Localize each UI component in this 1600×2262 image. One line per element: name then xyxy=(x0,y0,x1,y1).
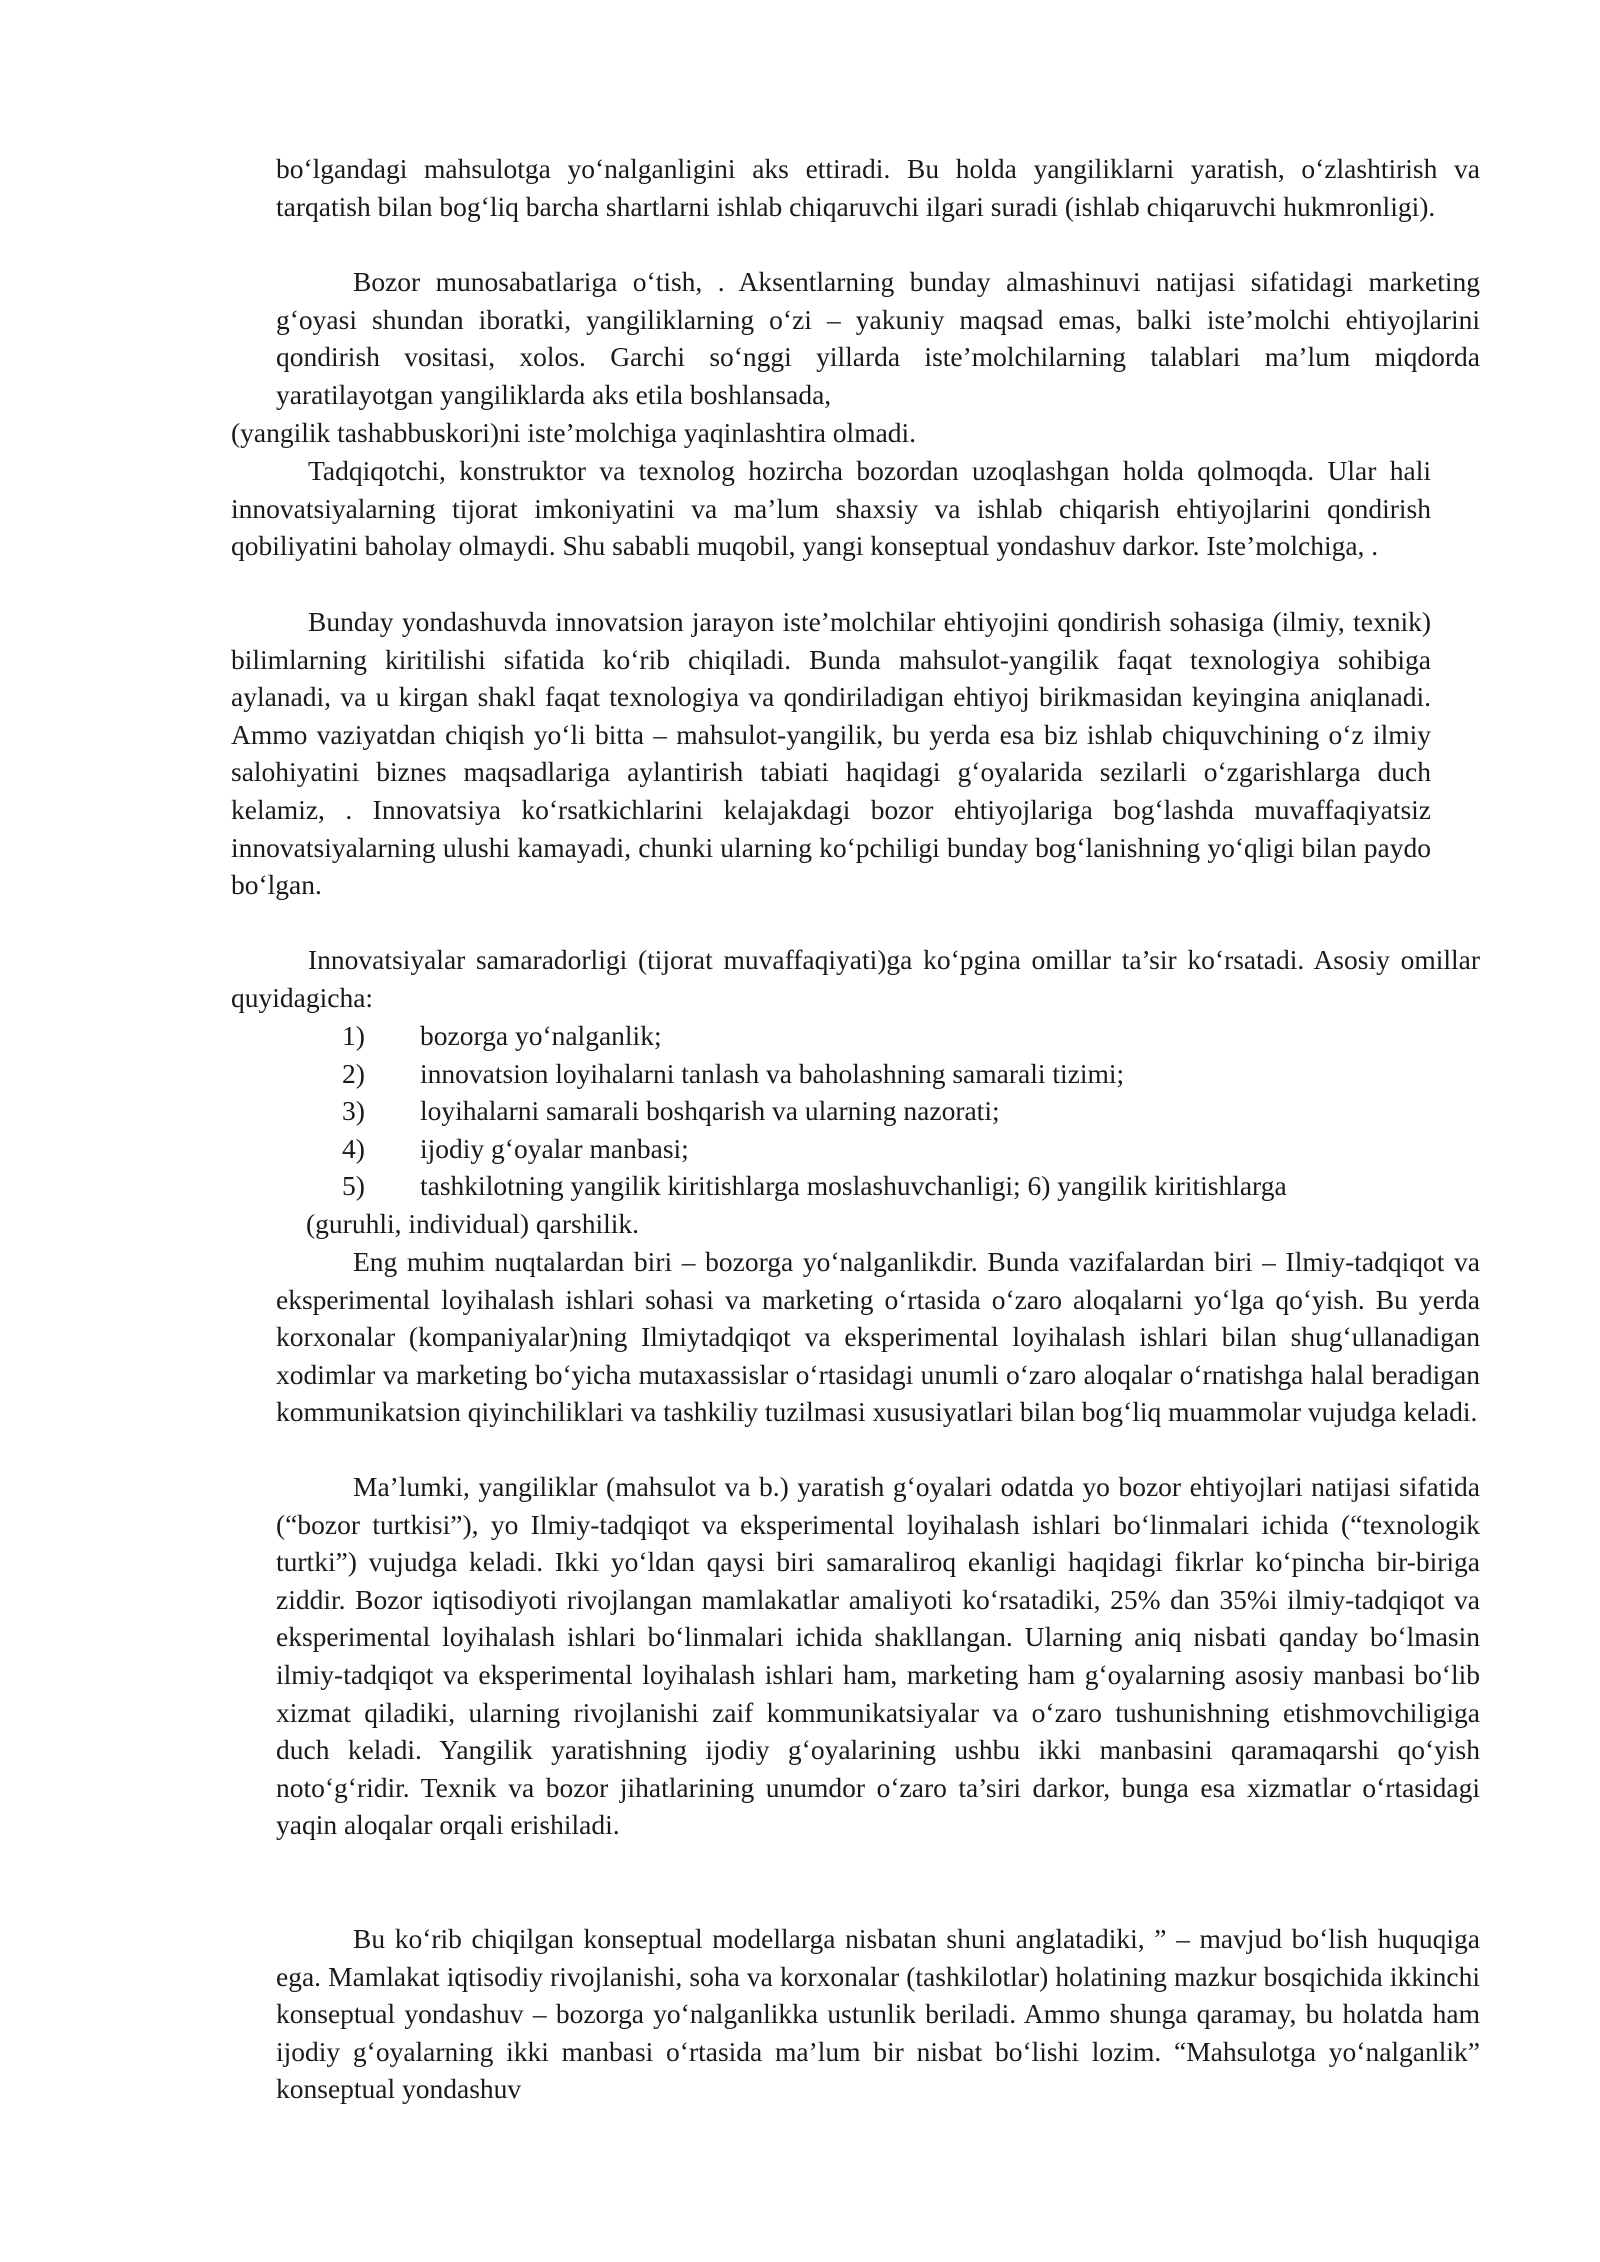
list-item xyxy=(342,1017,1480,1055)
paragraph-researcher: Tadqiqotchi, konstruktor va texnolog hozircha bozordan uzoqlashgan holda qolmoqda. Ular hali innovatsiyalarning tijorat imkoniyatini va ma’lum shaxsiy va ishlab chiqarish ehtiyojlarini qondirish qobiliyatini baholay olmaydi. Shu sababli muqobil, yangi konseptual yondashuv darkor. Iste’molchiga, . xyxy=(231,455,1431,562)
list-item-text: innovatsion loyihalarni tanlash va baholashning samarali tizimi; xyxy=(420,1057,1125,1089)
list-item xyxy=(342,1130,1480,1168)
list-item-text: tashkilotning yangilik kiritishlarga moslashuvchanligi; 6) yangilik kiritishlarga xyxy=(420,1170,1287,1202)
paragraph-idea-sources: Ma’lumki, yangiliklar (mahsulot va b.) yaratish g‘oyalari odatda yo bozor ehtiyojlari natijasi sifatida (“bozor turtkisi”), yo Ilmiy-tadqiqot va eksperimental loyihalash ishlari bo‘linmalari ichida (“texnologik turtki”) vujudga keladi. Ikki yo‘ldan qaysi biri samaraliroq ekanligi haqidagi fikrlar ko‘pincha bir-biriga ziddir. Bozor iqtisodiyoti rivojlangan mamlakatlar amaliyoti ko‘rsatadiki, 25% dan 35%i ilmiy-tadqiqot va eksperimental loyihalash ishlari bo‘linmalari ichida shakllangan. Ularning aniq nisbati qanday bo‘lmasin ilmiy-tadqiqot va eksperimental loyihalash ishlari ham, marketing ham g‘oyalarning asosiy manbasi bo‘lib xizmat qiladiki, ularning rivojlanishi zaif kommunikatsiyalar va o‘zaro tushunishning etishmovchiligiga duch keladi. Yangilik yaratishning ijodiy g‘oyalarining ushbu ikki manbasini qaramaqarshi qo‘yish noto‘g‘ridir. Texnik va bozor jihatlarining unumdor o‘zaro ta’siri darkor, bunga esa xizmatlar o‘rtasidagi yaqin aloqalar orqali erishiladi. xyxy=(276,1471,1480,1841)
list-item-number: 3) xyxy=(342,1095,365,1127)
paragraph-initiator: (yangilik tashabbuskori)ni iste’molchiga yaqinlashtira olmadi. xyxy=(231,417,917,448)
list-item-text: ijodiy g‘oyalar manbasi; xyxy=(420,1132,689,1164)
list-item xyxy=(342,1092,1480,1130)
paragraph-approach: Bunday yondashuvda innovatsion jarayon iste’molchilar ehtiyojini qondirish sohasiga (ilmiy, texnik) bilimlarning kiritilishi sifatida ko‘rib chiqiladi. Bunda mahsulot-yangilik faqat texnologiya sohibiga aylanadi, va u kirgan shakl faqat texnologiya va qondiriladigan ehtiyoj birikmasidan keyingina aniqlanadi. Ammo vaziyatdan chiqish yo‘li bitta – mahsulot-yangilik, bu yerda esa biz ishlab chiquvchining o‘z ilmiy salohiyatini biznes maqsadlariga aylantirish tabiati haqidagi g‘oyalarida sezilarli o‘zgarishlarga duch kelamiz, . Innovatsiya ko‘rsatkichlarini kelajakdagi bozor ehtiyojlariga bog‘lashda muvaffaqiyatsiz innovatsiyalarning ulushi kamayadi, chunki ularning ko‘pchiligi bunday bog‘lanishning yo‘qligi bilan paydo bo‘lgan. xyxy=(231,606,1431,901)
list-item-number: 2) xyxy=(342,1057,365,1089)
list-item-continuation: (guruhli, individual) qarshilik. xyxy=(306,1208,640,1239)
factors-list xyxy=(342,1017,1480,1205)
paragraph-conceptual-models: Bu ko‘rib chiqilgan konseptual modellarga nisbatan shuni anglatadiki, ” – mavjud bo‘lish huquqiga ega. Mamlakat iqtisodiy rivojlanishi, soha va korxonalar (tashkilotlar) holatining mazkur bosqichida ikkinchi konseptual yondashuv – bozorga yo‘nalganlikka ustunlik beriladi. Ammo shunga qaramay, bu holatda ham ijodiy g‘oyalarning ikki manbasi o‘rtasida ma’lum bir nisbat bo‘lishi lozim. “Mahsulotga yo‘nalganlik” konseptual yondashuv xyxy=(276,1923,1480,2105)
list-item-text: loyihalarni samarali boshqarish va ularning nazorati; xyxy=(420,1095,1000,1127)
paragraph-market-orientation: Eng muhim nuqtalardan biri – bozorga yo‘nalganlikdir. Bunda vazifalardan biri – Ilmiy-tadqiqot va eksperimental loyihalash ishlari sohasi va marketing o‘rtasida o‘zaro aloqalarni yo‘lga qo‘yish. Bu yerda korxonalar (kompaniyalar)ning Ilmiytadqiqot va eksperimental loyihalash ishlari bilan shug‘ullanadigan xodimlar va marketing bo‘yicha mutaxassislar o‘rtasidagi unumli o‘zaro aloqalar o‘rnatishga halal beradigan kommunikatsion qiyinchiliklari va tashkiliy tuzilmasi xususiyatlari bilan bog‘liq muammolar vujudga keladi. xyxy=(276,1246,1480,1428)
paragraph-efficiency-factors: Innovatsiyalar samaradorligi (tijorat muvaffaqiyati)ga ko‘pgina omillar ta’sir ko‘rsatadi. Asosiy omillar quyidagicha: xyxy=(231,944,1480,1013)
list-item-number: 4) xyxy=(342,1132,365,1164)
paragraph-product-orientation: bo‘lgandagi mahsulotga yo‘nalganligini aks ettiradi. Bu holda yangiliklarni yaratish, o‘zlashtirish va tarqatish bilan bog‘liq barcha shartlarni ishlab chiqaruvchi ilgari suradi (ishlab chiqaruvchi hukmronligi). xyxy=(276,153,1480,222)
list-item-number: 5) xyxy=(342,1170,365,1202)
paragraph-market-transition: Bozor munosabatlariga o‘tish, . Aksentlarning bunday almashinuvi natijasi sifatidagi marketing g‘oyasi shundan iboratki, yangiliklarning o‘zi – yakuniy maqsad emas, balki iste’molchi ehtiyojlarini qondirish vositasi, xolos. Garchi so‘nggi yillarda iste’molchilarning talablari ma’lum miqdorda yaratilayotgan yangiliklarda aks etila boshlansada, xyxy=(276,266,1480,410)
list-item-text: bozorga yo‘nalganlik; xyxy=(420,1020,662,1051)
list-item xyxy=(342,1055,1480,1093)
list-item xyxy=(342,1167,1480,1205)
list-item-number: 1) xyxy=(342,1020,365,1051)
